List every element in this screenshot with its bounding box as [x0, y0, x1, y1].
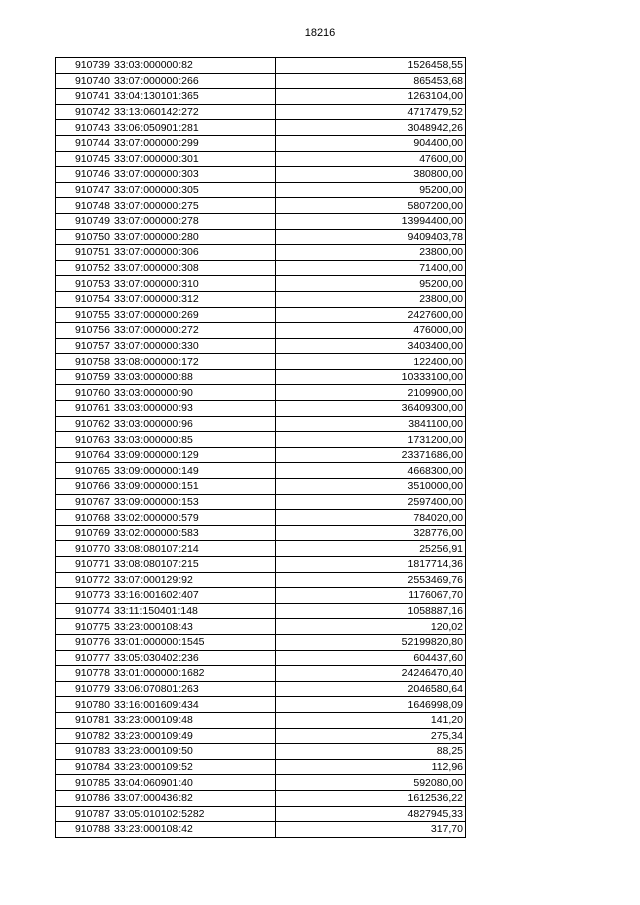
table-row	[56, 697, 466, 713]
row-number-cell: 910771	[56, 557, 113, 573]
row-number-cell: 910770	[56, 541, 113, 557]
table-row	[56, 245, 466, 261]
row-number-cell: 910740	[56, 73, 113, 89]
cadastral-value-cell: 1817714,36	[276, 557, 466, 573]
table-row	[56, 120, 466, 136]
row-number-cell: 910749	[56, 213, 113, 229]
cadastral-value-cell: 3841100,00	[276, 416, 466, 432]
cadastral-value-cell: 2046580,64	[276, 681, 466, 697]
cadastral-value-cell: 23800,00	[276, 245, 466, 261]
cadastral-number-cell: 33:07:000000:301	[112, 151, 276, 167]
row-number-cell: 910753	[56, 276, 113, 292]
row-number-cell: 910762	[56, 416, 113, 432]
table-row	[56, 416, 466, 432]
cadastral-number-cell: 33:23:000109:50	[112, 744, 276, 760]
row-number-cell: 910780	[56, 697, 113, 713]
cadastral-number-cell: 33:23:000109:52	[112, 759, 276, 775]
row-number-cell: 910765	[56, 463, 113, 479]
cadastral-number-cell: 33:23:000109:48	[112, 712, 276, 728]
cadastral-value-cell: 25256,91	[276, 541, 466, 557]
row-number-cell: 910781	[56, 712, 113, 728]
cadastral-number-cell: 33:23:000108:43	[112, 619, 276, 635]
row-number-cell: 910744	[56, 135, 113, 151]
row-number-cell: 910739	[56, 58, 113, 74]
cadastral-value-cell: 122400,00	[276, 354, 466, 370]
row-number-cell: 910742	[56, 104, 113, 120]
row-number-cell: 910772	[56, 572, 113, 588]
row-number-cell: 910779	[56, 681, 113, 697]
table-body	[56, 58, 466, 838]
cadastral-number-cell: 33:06:070801:263	[112, 681, 276, 697]
row-number-cell: 910778	[56, 666, 113, 682]
row-number-cell: 910782	[56, 728, 113, 744]
cadastral-value-cell: 71400,00	[276, 260, 466, 276]
cadastral-number-cell: 33:01:000000:1682	[112, 666, 276, 682]
cadastral-number-cell: 33:05:030402:236	[112, 650, 276, 666]
cadastral-value-cell: 9409403,78	[276, 229, 466, 245]
table-row	[56, 510, 466, 526]
table-row	[56, 198, 466, 214]
cadastral-number-cell: 33:07:000000:269	[112, 307, 276, 323]
cadastral-value-cell: 1058887,16	[276, 603, 466, 619]
row-number-cell: 910752	[56, 260, 113, 276]
row-number-cell: 910764	[56, 447, 113, 463]
cadastral-number-cell: 33:06:050901:281	[112, 120, 276, 136]
cadastral-number-cell: 33:08:000000:172	[112, 354, 276, 370]
cadastral-value-cell: 36409300,00	[276, 401, 466, 417]
cadastral-number-cell: 33:07:000000:330	[112, 338, 276, 354]
row-number-cell: 910777	[56, 650, 113, 666]
table-row	[56, 557, 466, 573]
table-row	[56, 634, 466, 650]
cadastral-number-cell: 33:07:000436:82	[112, 790, 276, 806]
row-number-cell: 910751	[56, 245, 113, 261]
cadastral-value-cell: 3510000,00	[276, 479, 466, 495]
table-row	[56, 58, 466, 74]
cadastral-number-cell: 33:23:000108:42	[112, 822, 276, 838]
row-number-cell: 910785	[56, 775, 113, 791]
cadastral-value-cell: 476000,00	[276, 323, 466, 339]
cadastral-number-cell: 33:07:000000:306	[112, 245, 276, 261]
cadastral-value-cell: 5807200,00	[276, 198, 466, 214]
cadastral-number-cell: 33:03:000000:82	[112, 58, 276, 74]
row-number-cell: 910746	[56, 167, 113, 183]
row-number-cell: 910786	[56, 790, 113, 806]
table-row	[56, 260, 466, 276]
cadastral-value-cell: 1263104,00	[276, 89, 466, 105]
table-row	[56, 229, 466, 245]
cadastral-number-cell: 33:16:001609:434	[112, 697, 276, 713]
table-row	[56, 479, 466, 495]
cadastral-value-table	[55, 57, 466, 838]
cadastral-value-cell: 10333100,00	[276, 369, 466, 385]
cadastral-value-cell: 592080,00	[276, 775, 466, 791]
cadastral-number-cell: 33:16:001602:407	[112, 588, 276, 604]
cadastral-number-cell: 33:07:000129:92	[112, 572, 276, 588]
cadastral-number-cell: 33:23:000109:49	[112, 728, 276, 744]
table-row	[56, 385, 466, 401]
row-number-cell: 910757	[56, 338, 113, 354]
table-row	[56, 213, 466, 229]
cadastral-number-cell: 33:09:000000:153	[112, 494, 276, 510]
cadastral-value-cell: 1612536,22	[276, 790, 466, 806]
cadastral-number-cell: 33:07:000000:278	[112, 213, 276, 229]
row-number-cell: 910788	[56, 822, 113, 838]
table-row	[56, 712, 466, 728]
cadastral-number-cell: 33:03:000000:93	[112, 401, 276, 417]
cadastral-number-cell: 33:13:060142:272	[112, 104, 276, 120]
cadastral-value-cell: 88,25	[276, 744, 466, 760]
cadastral-number-cell: 33:07:000000:272	[112, 323, 276, 339]
table-row	[56, 151, 466, 167]
cadastral-value-cell: 112,96	[276, 759, 466, 775]
cadastral-value-cell: 275,34	[276, 728, 466, 744]
cadastral-value-cell: 604437,60	[276, 650, 466, 666]
cadastral-value-cell: 2427600,00	[276, 307, 466, 323]
cadastral-number-cell: 33:09:000000:129	[112, 447, 276, 463]
table-row	[56, 401, 466, 417]
cadastral-value-cell: 1731200,00	[276, 432, 466, 448]
cadastral-value-cell: 2597400,00	[276, 494, 466, 510]
cadastral-number-cell: 33:03:000000:96	[112, 416, 276, 432]
row-number-cell: 910763	[56, 432, 113, 448]
cadastral-value-cell: 3403400,00	[276, 338, 466, 354]
cadastral-value-cell: 23800,00	[276, 291, 466, 307]
table-row	[56, 307, 466, 323]
cadastral-value-cell: 1646998,09	[276, 697, 466, 713]
cadastral-number-cell: 33:08:080107:215	[112, 557, 276, 573]
row-number-cell: 910748	[56, 198, 113, 214]
table-row	[56, 822, 466, 838]
table-row	[56, 541, 466, 557]
table-row	[56, 775, 466, 791]
cadastral-number-cell: 33:08:080107:214	[112, 541, 276, 557]
cadastral-value-cell: 4827945,33	[276, 806, 466, 822]
table-row	[56, 588, 466, 604]
table-row	[56, 354, 466, 370]
row-number-cell: 910756	[56, 323, 113, 339]
cadastral-number-cell: 33:09:000000:151	[112, 479, 276, 495]
row-number-cell: 910747	[56, 182, 113, 198]
table-row	[56, 572, 466, 588]
cadastral-number-cell: 33:05:010102:5282	[112, 806, 276, 822]
cadastral-number-cell: 33:03:000000:85	[112, 432, 276, 448]
cadastral-number-cell: 33:07:000000:303	[112, 167, 276, 183]
table-row	[56, 603, 466, 619]
row-number-cell: 910743	[56, 120, 113, 136]
row-number-cell: 910767	[56, 494, 113, 510]
row-number-cell: 910755	[56, 307, 113, 323]
table-row	[56, 135, 466, 151]
cadastral-value-cell: 317,70	[276, 822, 466, 838]
row-number-cell: 910775	[56, 619, 113, 635]
cadastral-value-cell: 3048942,26	[276, 120, 466, 136]
row-number-cell: 910768	[56, 510, 113, 526]
cadastral-number-cell: 33:11:150401:148	[112, 603, 276, 619]
cadastral-value-cell: 904400,00	[276, 135, 466, 151]
cadastral-value-cell: 47600,00	[276, 151, 466, 167]
row-number-cell: 910761	[56, 401, 113, 417]
cadastral-value-cell: 1526458,55	[276, 58, 466, 74]
cadastral-number-cell: 33:03:000000:88	[112, 369, 276, 385]
cadastral-number-cell: 33:07:000000:312	[112, 291, 276, 307]
cadastral-value-cell: 24246470,40	[276, 666, 466, 682]
table-row	[56, 681, 466, 697]
table-row	[56, 89, 466, 105]
table-row	[56, 619, 466, 635]
table-row	[56, 276, 466, 292]
table-row	[56, 447, 466, 463]
page-number: 18216	[304, 27, 336, 39]
table-row	[56, 790, 466, 806]
cadastral-number-cell: 33:07:000000:275	[112, 198, 276, 214]
cadastral-value-cell: 4717479,52	[276, 104, 466, 120]
table-row	[56, 104, 466, 120]
cadastral-value-cell: 95200,00	[276, 182, 466, 198]
row-number-cell: 910787	[56, 806, 113, 822]
table-row	[56, 463, 466, 479]
cadastral-value-cell: 95200,00	[276, 276, 466, 292]
row-number-cell: 910774	[56, 603, 113, 619]
cadastral-value-cell: 141,20	[276, 712, 466, 728]
cadastral-number-cell: 33:02:000000:579	[112, 510, 276, 526]
cadastral-number-cell: 33:04:130101:365	[112, 89, 276, 105]
cadastral-value-cell: 120,02	[276, 619, 466, 635]
cadastral-number-cell: 33:07:000000:310	[112, 276, 276, 292]
table-row	[56, 728, 466, 744]
row-number-cell: 910773	[56, 588, 113, 604]
row-number-cell: 910741	[56, 89, 113, 105]
table-row	[56, 744, 466, 760]
cadastral-value-cell: 380800,00	[276, 167, 466, 183]
table-row	[56, 369, 466, 385]
row-number-cell: 910745	[56, 151, 113, 167]
row-number-cell: 910783	[56, 744, 113, 760]
table-row	[56, 323, 466, 339]
cadastral-value-cell: 784020,00	[276, 510, 466, 526]
cadastral-number-cell: 33:07:000000:305	[112, 182, 276, 198]
table-row	[56, 291, 466, 307]
cadastral-number-cell: 33:07:000000:266	[112, 73, 276, 89]
cadastral-value-cell: 4668300,00	[276, 463, 466, 479]
cadastral-value-cell: 23371686,00	[276, 447, 466, 463]
row-number-cell: 910769	[56, 525, 113, 541]
cadastral-value-cell: 2109900,00	[276, 385, 466, 401]
cadastral-value-cell: 2553469,76	[276, 572, 466, 588]
cadastral-number-cell: 33:07:000000:308	[112, 260, 276, 276]
table-row	[56, 525, 466, 541]
cadastral-number-cell: 33:03:000000:90	[112, 385, 276, 401]
table-row	[56, 806, 466, 822]
cadastral-number-cell: 33:02:000000:583	[112, 525, 276, 541]
row-number-cell: 910784	[56, 759, 113, 775]
cadastral-value-cell: 13994400,00	[276, 213, 466, 229]
row-number-cell: 910766	[56, 479, 113, 495]
row-number-cell: 910776	[56, 634, 113, 650]
cadastral-number-cell: 33:07:000000:299	[112, 135, 276, 151]
table-row	[56, 666, 466, 682]
cadastral-number-cell: 33:07:000000:280	[112, 229, 276, 245]
table-row	[56, 432, 466, 448]
cadastral-value-cell: 328776,00	[276, 525, 466, 541]
row-number-cell: 910759	[56, 369, 113, 385]
table-row	[56, 338, 466, 354]
table-row	[56, 759, 466, 775]
table-row	[56, 167, 466, 183]
table-row	[56, 494, 466, 510]
table-row	[56, 182, 466, 198]
cadastral-value-cell: 52199820,80	[276, 634, 466, 650]
row-number-cell: 910750	[56, 229, 113, 245]
table-row	[56, 650, 466, 666]
row-number-cell: 910760	[56, 385, 113, 401]
cadastral-number-cell: 33:09:000000:149	[112, 463, 276, 479]
row-number-cell: 910754	[56, 291, 113, 307]
cadastral-number-cell: 33:01:000000:1545	[112, 634, 276, 650]
cadastral-value-cell: 1176067,70	[276, 588, 466, 604]
cadastral-value-cell: 865453,68	[276, 73, 466, 89]
table-row	[56, 73, 466, 89]
row-number-cell: 910758	[56, 354, 113, 370]
cadastral-number-cell: 33:04:060901:40	[112, 775, 276, 791]
